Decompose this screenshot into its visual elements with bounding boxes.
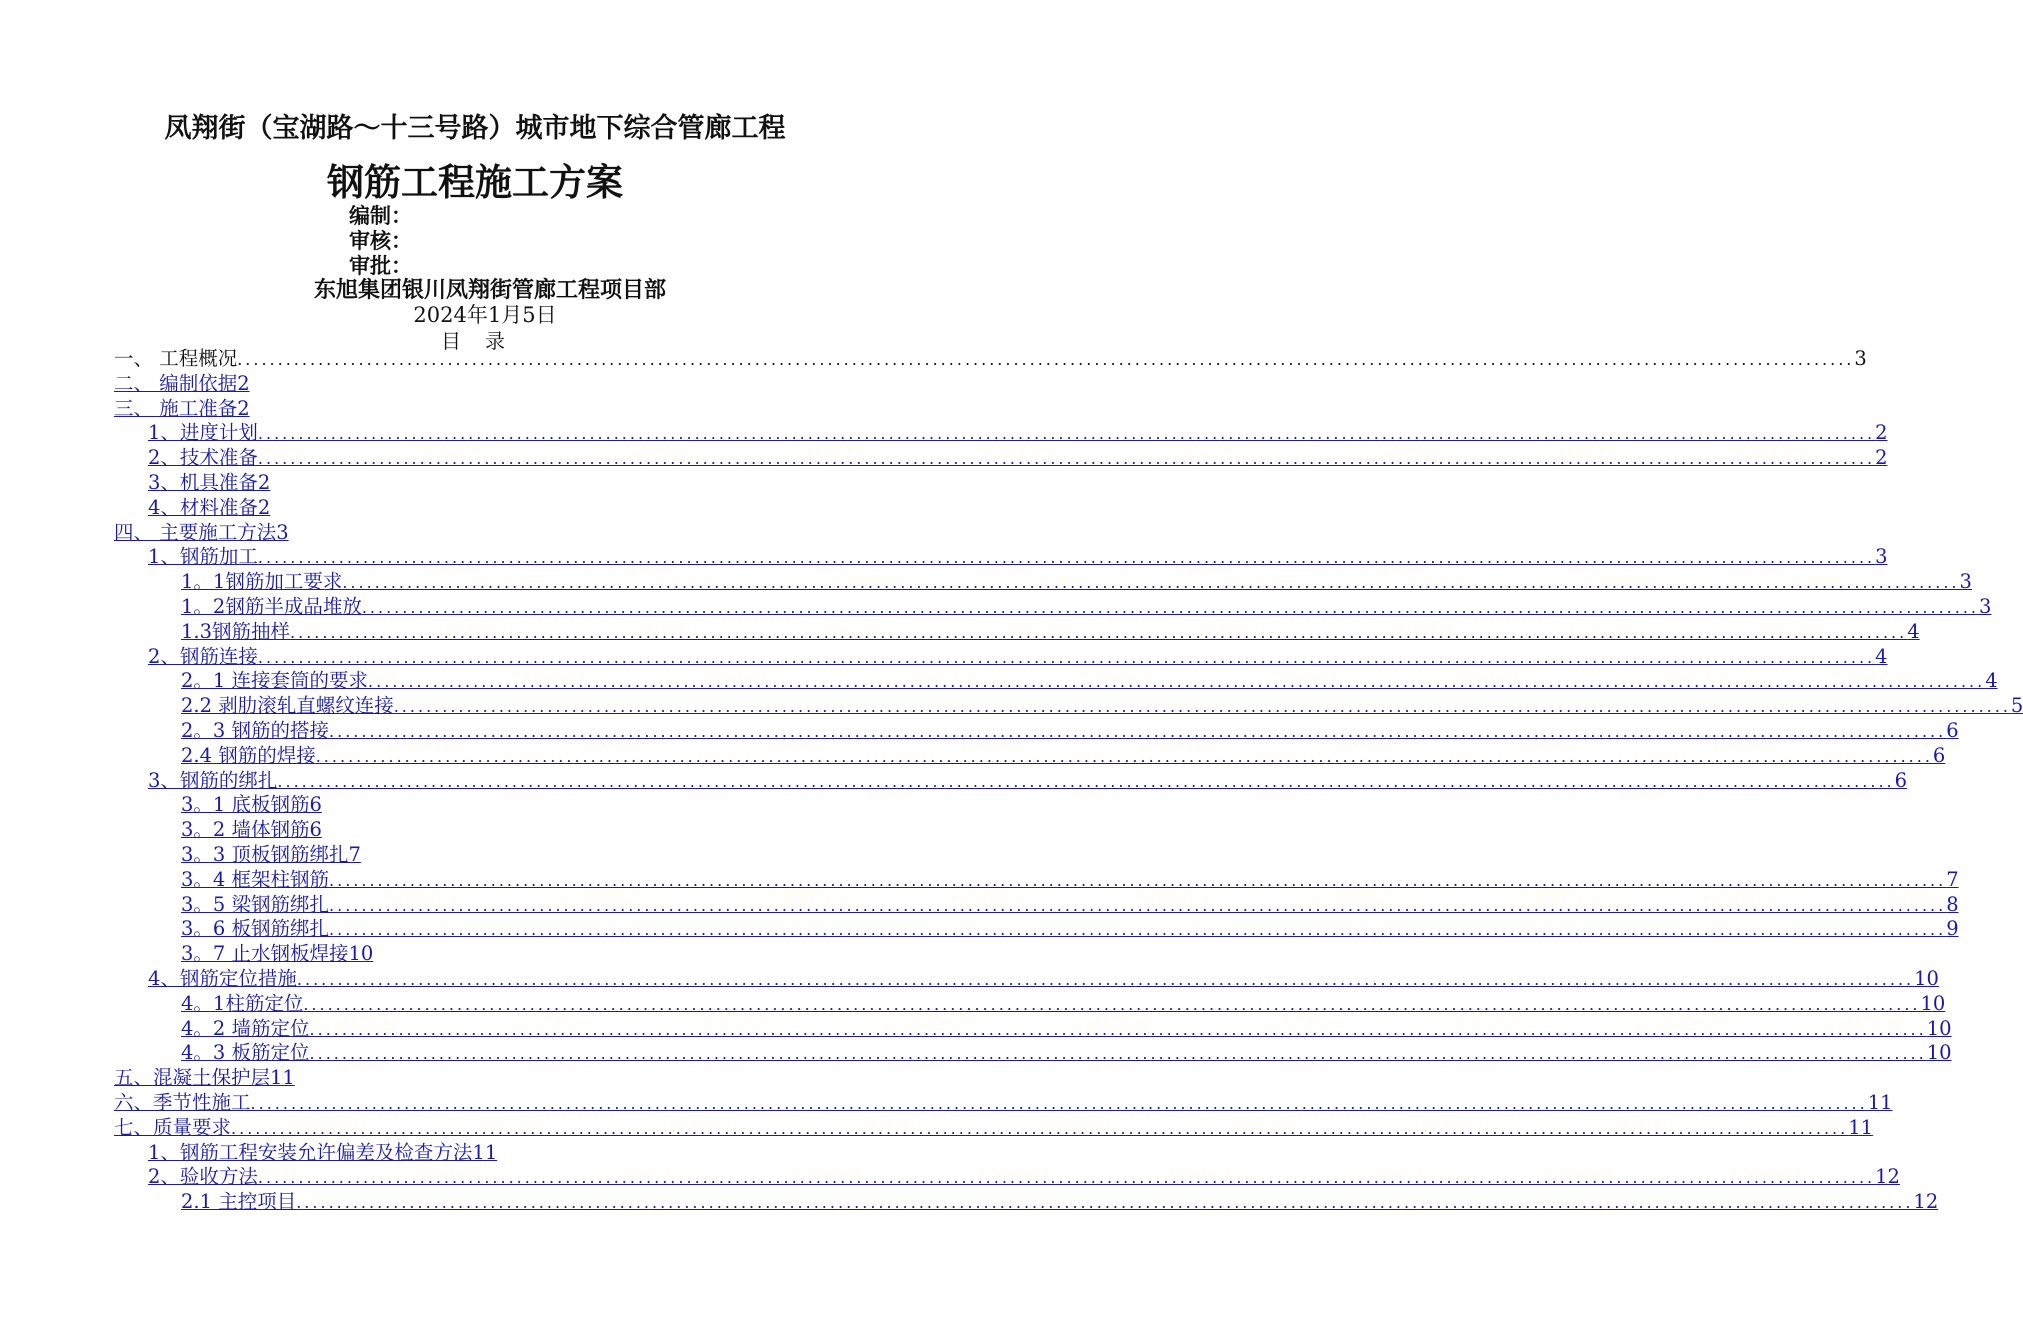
- toc-entry-title: 1、钢筋加工: [148, 545, 258, 569]
- toc-page-number: 5: [2010, 694, 2023, 718]
- toc-entry-title: 3。7 止水钢板焊接10: [181, 942, 374, 966]
- reviewed-by-label: 审核：: [349, 229, 412, 253]
- toc-dot-leader: ........................................................................................................................................................................................................: [368, 672, 1986, 692]
- toc-dot-leader: ........................................................................................................................................................................................................: [250, 1093, 1868, 1113]
- toc-entry[interactable]: [114, 644, 1888, 670]
- toc-entry[interactable]: [114, 446, 1888, 471]
- toc-page-number: 11: [1848, 1115, 1874, 1139]
- toc-entry[interactable]: [114, 768, 1908, 794]
- toc-entry[interactable]: [114, 818, 859, 843]
- toc-page-number: 7: [1946, 867, 1959, 891]
- toc-entry-title: 3。3 顶板钢筋绑扎7: [181, 842, 361, 866]
- toc-entry[interactable]: [114, 867, 1959, 893]
- toc-entry[interactable]: [114, 619, 1920, 645]
- toc-entry[interactable]: [114, 843, 859, 868]
- toc-page-number: 4: [1907, 619, 1920, 643]
- toc-page-number: 3: [1875, 545, 1888, 569]
- toc-dot-leader: ........................................................................................................................................................................................................: [309, 1019, 1927, 1039]
- toc-entry-title: 七、质量要求: [114, 1115, 232, 1139]
- toc-heading: 目录: [441, 329, 529, 353]
- toc-entry-title: 四、 主要施工方法3: [114, 520, 289, 544]
- toc-entry[interactable]: [114, 1115, 1874, 1141]
- toc-dot-leader: ........................................................................................................................................................................................................: [296, 1193, 1914, 1213]
- table-of-contents: [114, 347, 2023, 1215]
- toc-entry-title: 4。3 板筋定位: [181, 1041, 310, 1065]
- toc-page-number: 11: [1867, 1090, 1893, 1114]
- toc-entry-title: 3。1 底板钢筋6: [181, 793, 322, 817]
- toc-entry-title: 4、钢筋定位措施: [148, 966, 297, 990]
- toc-page-number: 10: [1914, 966, 1939, 990]
- toc-entry-title: 3。5 梁钢筋绑扎: [181, 892, 330, 916]
- toc-entry-title: 3、机具准备2: [148, 470, 271, 494]
- toc-entry[interactable]: [114, 793, 859, 818]
- toc-entry-title: 4、材料准备2: [148, 495, 271, 519]
- toc-page-number: 12: [1913, 1190, 1939, 1214]
- toc-page-number: 6: [1894, 768, 1908, 792]
- toc-entry-title: 1、钢筋工程安装允许偏差及检查方法11: [148, 1140, 498, 1164]
- toc-entry-title: 4。2 墙筋定位: [181, 1016, 310, 1040]
- toc-entry-title: 3。2 墙体钢筋6: [181, 818, 322, 842]
- toc-entry[interactable]: [114, 669, 1998, 694]
- toc-entry[interactable]: [114, 496, 859, 521]
- toc-entry-title: 1。1钢筋加工要求: [181, 570, 343, 594]
- toc-entry[interactable]: [114, 397, 859, 422]
- toc-page-number: 8: [1946, 892, 1959, 916]
- toc-dot-leader: ........................................................................................................................................................................................................: [277, 771, 1895, 791]
- toc-entry-title: 2、技术准备: [148, 446, 258, 470]
- toc-dot-leader: ........................................................................................................................................................................................................: [329, 895, 1947, 915]
- project-title: 凤翔街（宝湖路～十三号路）城市地下综合管廊工程: [164, 113, 786, 144]
- toc-entry[interactable]: [114, 372, 859, 397]
- toc-entry[interactable]: [114, 1141, 859, 1166]
- toc-page-number: 6: [1946, 718, 1959, 742]
- toc-entry[interactable]: [114, 1041, 1952, 1066]
- toc-entry[interactable]: [114, 570, 1972, 595]
- toc-entry-title: 2、钢筋连接: [148, 644, 258, 668]
- approved-by-label: 审批：: [349, 254, 412, 278]
- toc-entry[interactable]: [114, 1066, 859, 1091]
- toc-entry[interactable]: [114, 942, 859, 967]
- toc-entry-title: 1.3钢筋抽样: [181, 619, 291, 643]
- toc-page-number: 12: [1875, 1165, 1900, 1189]
- toc-entry-title: 二、 编制依据2: [114, 371, 250, 395]
- toc-entry-title: 4。1柱筋定位: [181, 991, 304, 1015]
- toc-entry-title: 2.2 剥肋滚轧直螺纹连接: [181, 694, 394, 718]
- toc-entry-title: 1、进度计划: [148, 421, 258, 445]
- toc-entry[interactable]: [114, 694, 2023, 719]
- toc-page-number: 3: [1959, 570, 1972, 594]
- toc-entry[interactable]: [114, 1016, 1952, 1042]
- toc-page-number: 10: [1920, 991, 1946, 1015]
- toc-page-number: 6: [1932, 743, 1946, 767]
- toc-page-number: 10: [1926, 1041, 1952, 1065]
- toc-entry-title: 三、 施工准备2: [114, 396, 250, 420]
- toc-entry: [114, 347, 1867, 372]
- toc-entry[interactable]: [114, 545, 1888, 570]
- toc-dot-leader: ........................................................................................................................................................................................................: [303, 994, 1921, 1014]
- toc-entry[interactable]: [114, 1165, 1900, 1190]
- toc-entry[interactable]: [114, 421, 1888, 446]
- toc-dot-leader: ........................................................................................................................................................................................................: [257, 449, 1876, 469]
- toc-dot-leader: ........................................................................................................................................................................................................: [393, 697, 2011, 717]
- toc-dot-leader: ........................................................................................................................................................................................................: [361, 597, 1980, 617]
- toc-page-number: 9: [1946, 917, 1959, 941]
- organization-name: 东旭集团银川凤翔街管廊工程项目部: [313, 278, 666, 303]
- document-date: 2024年1月5日: [413, 303, 557, 327]
- toc-entry[interactable]: [114, 917, 1959, 942]
- toc-entry[interactable]: [114, 966, 1939, 992]
- toc-entry-title: 2。3 钢筋的搭接: [181, 718, 330, 742]
- toc-entry-title: 六、季节性施工: [114, 1090, 251, 1114]
- toc-entry-title: 3、钢筋的绑扎: [148, 768, 278, 792]
- toc-dot-leader: ........................................................................................................................................................................................................: [231, 1118, 1849, 1138]
- toc-entry-title: 2.4 钢筋的焊接: [181, 743, 316, 767]
- toc-entry[interactable]: [114, 594, 1992, 620]
- toc-entry[interactable]: [114, 991, 1946, 1017]
- toc-page-number: 3: [1979, 594, 1992, 618]
- toc-entry[interactable]: [114, 471, 859, 496]
- document-title: 钢筋工程施工方案: [327, 161, 623, 204]
- toc-dot-leader: ........................................................................................................................................................................................................: [257, 424, 1876, 444]
- toc-dot-leader: ........................................................................................................................................................................................................: [315, 746, 1933, 766]
- toc-dot-leader: ........................................................................................................................................................................................................: [257, 647, 1876, 667]
- toc-entry-title: 五、混凝土保护层11: [114, 1066, 295, 1090]
- toc-entry[interactable]: [114, 718, 1959, 744]
- toc-page-number: 2: [1875, 446, 1888, 470]
- toc-dot-leader: ........................................................................................................................................................................................................: [329, 870, 1947, 890]
- toc-page-number: 4: [1875, 644, 1888, 668]
- toc-page-number: 2: [1875, 421, 1888, 445]
- toc-dot-leader: ........................................................................................................................................................................................................: [342, 573, 1960, 593]
- toc-dot-leader: ........................................................................................................................................................................................................: [309, 1044, 1927, 1064]
- toc-entry-title: 2、验收方法: [148, 1165, 258, 1189]
- toc-entry[interactable]: [114, 892, 1959, 918]
- toc-entry-title: 3。4 框架柱钢筋: [181, 867, 330, 891]
- compiled-by-label: 编制：: [349, 204, 412, 228]
- toc-dot-leader: ........................................................................................................................................................................................................: [257, 548, 1876, 568]
- toc-entry[interactable]: [114, 521, 859, 546]
- toc-dot-leader: ........................................................................................................................................................................................................: [329, 920, 1947, 940]
- toc-dot-leader: ........................................................................................................................................................................................................: [329, 721, 1947, 741]
- toc-entry-title: 1。2钢筋半成品堆放: [181, 594, 362, 618]
- toc-entry[interactable]: [114, 743, 1946, 769]
- toc-entry[interactable]: [114, 1190, 1939, 1215]
- toc-dot-leader: ........................................................................................................................................................................................................: [290, 622, 1908, 642]
- toc-dot-leader: ........................................................................................................................................................................................................: [237, 350, 1855, 369]
- toc-dot-leader: ........................................................................................................................................................................................................: [257, 1168, 1876, 1188]
- toc-page-number: 3: [1854, 347, 1867, 370]
- toc-page-number: 4: [1985, 669, 1998, 693]
- toc-entry-title: 2。1 连接套筒的要求: [181, 669, 369, 693]
- toc-entry-title: 2.1 主控项目: [181, 1190, 297, 1214]
- toc-entry-title: 一、 工程概况: [114, 347, 238, 370]
- toc-entry-title: 3。6 板钢筋绑扎: [181, 917, 330, 941]
- toc-dot-leader: ........................................................................................................................................................................................................: [296, 969, 1915, 989]
- toc-entry[interactable]: [114, 1090, 1893, 1116]
- toc-page-number: 10: [1926, 1016, 1952, 1040]
